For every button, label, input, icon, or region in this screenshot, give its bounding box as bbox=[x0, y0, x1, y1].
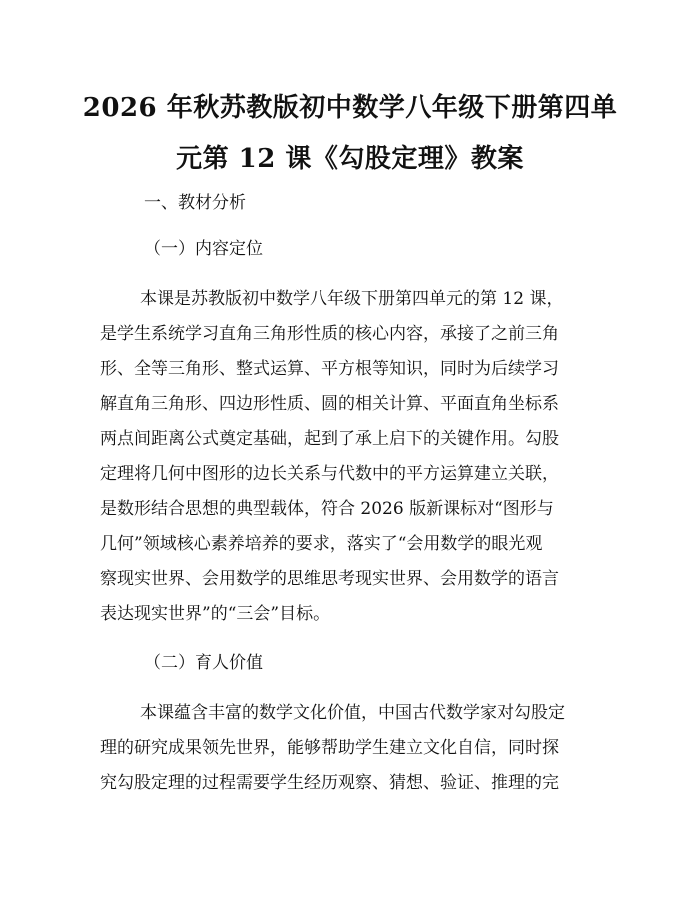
paragraph-line: 本课是苏教版初中数学八年级下册第四单元的第 12 课， bbox=[140, 289, 564, 309]
paragraph-line: 定理将几何中图形的边长关系与代数中的平方运算建立关联， bbox=[100, 464, 559, 484]
title-line-2: 元第 12 课《勾股定理》教案 bbox=[176, 144, 524, 174]
paragraph-content-positioning bbox=[100, 282, 610, 632]
paragraph-line: 解直角三角形、四边形性质、圆的相关计算、平面直角坐标系 bbox=[100, 394, 559, 414]
paragraph-line: 察现实世界、会用数学的思维思考现实世界、会用数学的语言 bbox=[100, 569, 559, 589]
paragraph-educational-value bbox=[100, 696, 610, 801]
section-heading-textbook-analysis: 一、教材分析 bbox=[144, 193, 246, 213]
subsection-heading-educational-value: （二）育人价值 bbox=[144, 653, 263, 673]
subsection-heading-content-positioning: （一）内容定位 bbox=[144, 239, 263, 259]
title-line-1: 2026 年秋苏教版初中数学八年级下册第四单 bbox=[82, 93, 618, 123]
paragraph-line: 究勾股定理的过程需要学生经历观察、猜想、验证、推理的完 bbox=[100, 773, 559, 793]
paragraph-line: 形、全等三角形、整式运算、平方根等知识，同时为后续学习 bbox=[100, 359, 559, 379]
paragraph-line: 本课蕴含丰富的数学文化价值，中国古代数学家对勾股定 bbox=[140, 703, 565, 723]
paragraph-line: 理的研究成果领先世界，能够帮助学生建立文化自信，同时探 bbox=[100, 738, 559, 758]
paragraph-line: 是学生系统学习直角三角形性质的核心内容，承接了之前三角 bbox=[100, 324, 559, 344]
paragraph-line: 是数形结合思想的典型载体，符合 2026 版新课标对“图形与 bbox=[100, 499, 554, 519]
paragraph-line: 表达现实世界”的“三会”目标。 bbox=[100, 604, 331, 624]
document-title bbox=[40, 83, 660, 185]
paragraph-line: 两点间距离公式奠定基础，起到了承上启下的关键作用。勾股 bbox=[100, 429, 559, 449]
paragraph-line: 几何”领域核心素养培养的要求，落实了“会用数学的眼光观 bbox=[100, 534, 543, 554]
